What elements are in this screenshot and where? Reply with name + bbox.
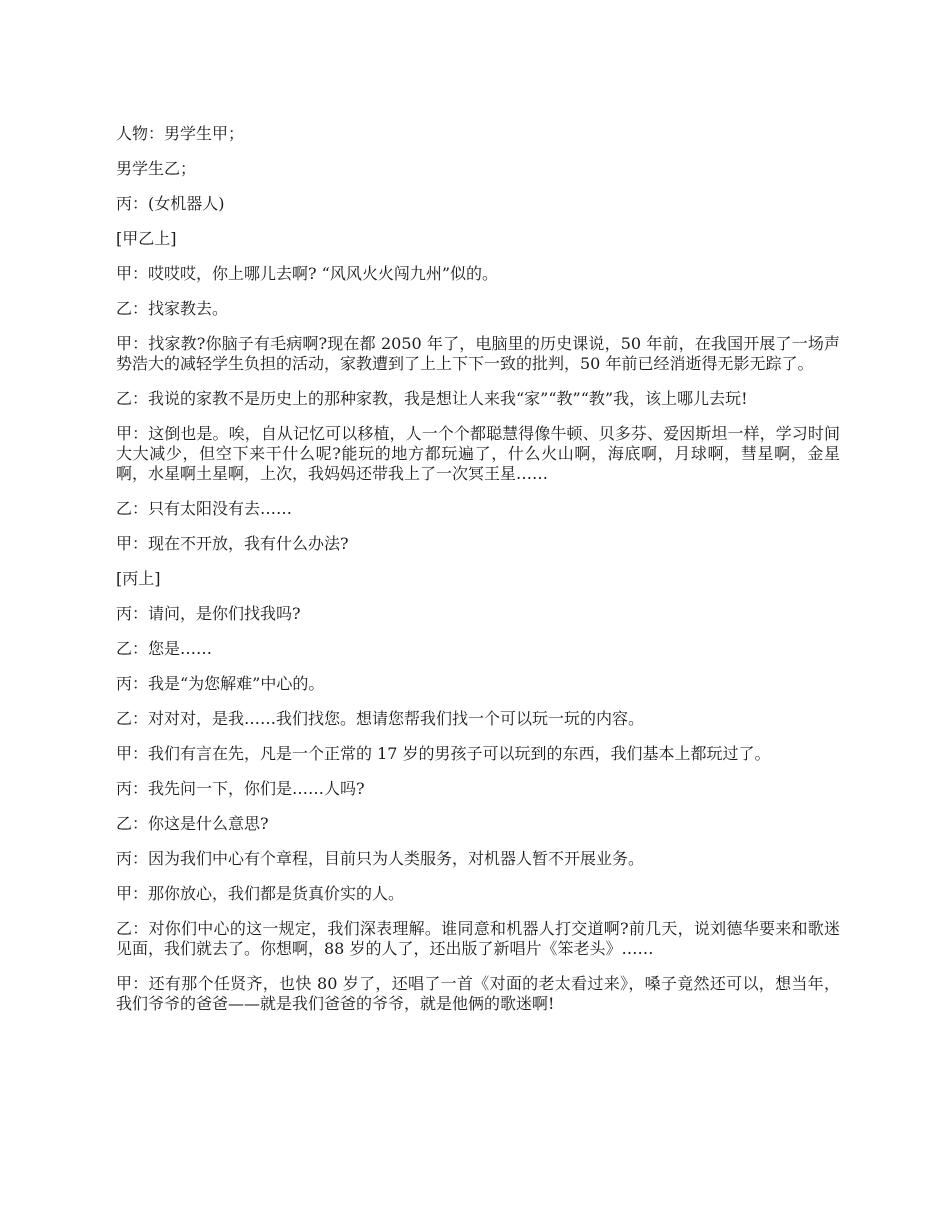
dialogue-line: 乙：您是…… xyxy=(116,639,213,658)
document-page xyxy=(116,124,840,1029)
dialogue-line: 乙：对对对，是我……我们找您。想请您帮我们找一个可以玩一玩的内容。 xyxy=(116,709,645,728)
dialogue-line: 乙：我说的家教不是历史上的那种家教，我是想让人来我“家”“教”“教”我，该上哪儿去玩! xyxy=(116,389,748,408)
dialogue-line: 乙：你这是什么意思? xyxy=(116,814,269,833)
dialogue-line: 甲：哎哎哎，你上哪儿去啊? “风风火火闯九州”似的。 xyxy=(116,264,499,283)
dialogue-line: 丙：我先问一下，你们是……人吗? xyxy=(116,779,365,798)
dialogue-line: 丙：请问，是你们找我吗? xyxy=(116,604,301,623)
dialogue-line: 甲：那你放心，我们都是货真价实的人。 xyxy=(116,884,405,903)
cast-line-b: 男学生乙； xyxy=(116,159,197,178)
cast-line-a: 人物：男学生甲； xyxy=(116,124,245,143)
dialogue-line: 甲：找家教?你脑子有毛病啊?现在都 2050 年了，电脑里的历史课说，50 年前，在我国开展了一场声势浩大的减轻学生负担的活动，家教遭到了上上下下一致的批判，50 年前已经消逝得无影无踪了。 xyxy=(116,334,840,373)
dialogue-line: 甲：我们有言在先，凡是一个正常的 17 岁的男孩子可以玩到的东西，我们基本上都玩过了。 xyxy=(116,744,771,763)
dialogue-line: 乙：只有太阳没有去…… xyxy=(116,499,293,518)
dialogue-line: 丙：因为我们中心有个章程，目前只为人类服务，对机器人暂不开展业务。 xyxy=(116,849,645,868)
dialogue-line: 甲：现在不开放，我有什么办法? xyxy=(116,534,349,553)
dialogue-line: 乙：找家教去。 xyxy=(116,299,229,318)
dialogue-line: 甲：这倒也是。唉，自从记忆可以移植，人一个个都聪慧得像牛顿、贝多芬、爱因斯坦一样，学习时间大大减少，但空下来干什么呢?能玩的地方都玩遍了，什么火山啊，海底啊，月球啊，彗星啊，金星啊，水星啊土星啊，上次，我妈妈还带我上了一次冥王星…… xyxy=(116,424,840,483)
dialogue-line: 乙：对你们中心的这一规定，我们深表理解。谁同意和机器人打交道啊?前几天，说刘德华要来和歌迷见面，我们就去了。你想啊，88 岁的人了，还出版了新唱片《笨老头》…… xyxy=(116,919,840,958)
cast-line-c: 丙：(女机器人) xyxy=(116,194,225,213)
stage-direction: [丙上] xyxy=(116,569,161,588)
stage-direction: [甲乙上] xyxy=(116,229,177,248)
dialogue-line: 丙：我是“为您解难”中心的。 xyxy=(116,674,325,693)
dialogue-line: 甲：还有那个任贤齐，也快 80 岁了，还唱了一首《对面的老太看过来》，嗓子竟然还可以，想当年，我们爷爷的爸爸——就是我们爸爸的爷爷，就是他俩的歌迷啊! xyxy=(116,974,840,1013)
